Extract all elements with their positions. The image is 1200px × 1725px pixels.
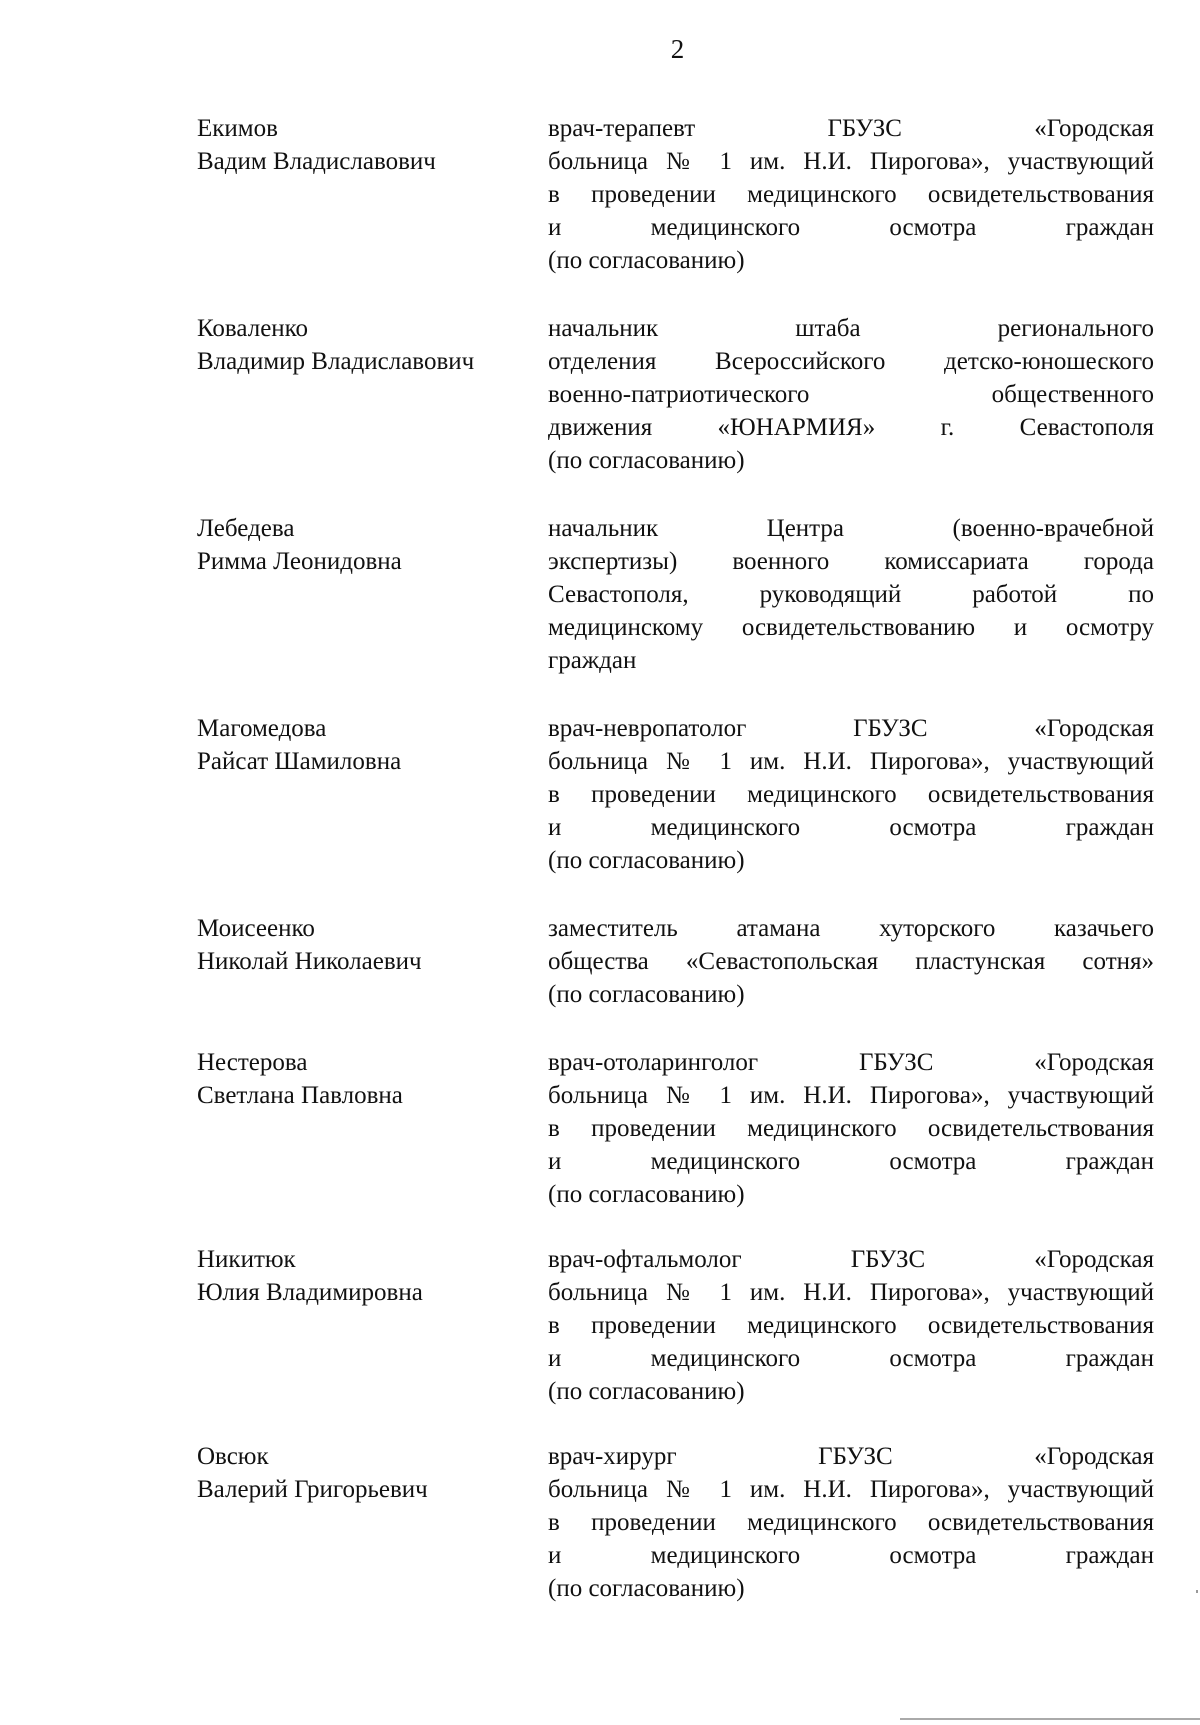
position-line: и медицинского осмотра граждан (548, 1542, 1154, 1569)
person-name (197, 512, 537, 578)
person-name (197, 912, 537, 978)
position-line: врач-терапевт ГБУЗС «Городская (548, 115, 1154, 142)
position-line: начальник штаба регионального (548, 315, 1154, 342)
given-names: Николай Николаевич (197, 948, 422, 975)
position-line: военно-патриотического общественного (548, 381, 1154, 408)
position-description (548, 912, 1154, 1011)
given-names: Вадим Владиславович (197, 148, 436, 175)
surname: Лебедева (197, 515, 295, 542)
position-line: врач-отоларинголог ГБУЗС «Городская (548, 1049, 1154, 1076)
surname: Нестерова (197, 1049, 308, 1076)
position-line: (по согласованию) (548, 447, 745, 474)
given-names: Владимир Владиславович (197, 348, 475, 375)
position-line: Севастополя, руководящий работой по (548, 581, 1154, 608)
position-description (548, 1046, 1154, 1211)
position-line: граждан (548, 647, 637, 674)
position-line: и медицинского осмотра граждан (548, 814, 1154, 841)
position-description (548, 1243, 1154, 1408)
position-line: и медицинского осмотра граждан (548, 1345, 1154, 1372)
given-names: Райсат Шамиловна (197, 748, 402, 775)
position-description (548, 712, 1154, 877)
position-line: движения «ЮНАРМИЯ» г. Севастополя (548, 414, 1154, 441)
person-name (197, 112, 537, 178)
person-name (197, 312, 537, 378)
position-line: (по согласованию) (548, 981, 745, 1008)
position-line: больница № 1 им. Н.И. Пирогова», участвующий (548, 1476, 1154, 1503)
position-line: (по согласованию) (548, 1378, 745, 1405)
position-line: медицинскому освидетельствованию и осмотру (548, 614, 1154, 641)
position-line: (по согласованию) (548, 1575, 745, 1602)
given-names: Юлия Владимировна (197, 1279, 423, 1306)
scan-artifact (1196, 1590, 1198, 1593)
given-names: Светлана Павловна (197, 1082, 403, 1109)
surname: Магомедова (197, 715, 327, 742)
position-line: начальник Центра (военно-врачебной (548, 515, 1154, 542)
position-line: в проведении медицинского освидетельствования (548, 1115, 1154, 1142)
surname: Екимов (197, 115, 278, 142)
position-line: больница № 1 им. Н.И. Пирогова», участвующий (548, 1082, 1154, 1109)
position-line: заместитель атамана хуторского казачьего (548, 915, 1154, 942)
person-name (197, 1440, 537, 1506)
position-line: (по согласованию) (548, 1181, 745, 1208)
position-line: общества «Севастопольская пластунская сотня» (548, 948, 1154, 975)
position-line: и медицинского осмотра граждан (548, 1148, 1154, 1175)
position-description (548, 312, 1154, 477)
position-line: в проведении медицинского освидетельствования (548, 1509, 1154, 1536)
person-name (197, 1046, 537, 1112)
position-line: (по согласованию) (548, 247, 745, 274)
position-line: в проведении медицинского освидетельствования (548, 781, 1154, 808)
position-line: отделения Всероссийского детско-юношеского (548, 348, 1154, 375)
given-names: Валерий Григорьевич (197, 1476, 428, 1503)
position-line: врач-офтальмолог ГБУЗС «Городская (548, 1246, 1154, 1273)
position-line: больница № 1 им. Н.И. Пирогова», участвующий (548, 1279, 1154, 1306)
page-number: 2 (670, 34, 685, 64)
position-description (548, 512, 1154, 677)
surname: Овсюк (197, 1443, 269, 1470)
given-names: Римма Леонидовна (197, 548, 402, 575)
position-line: в проведении медицинского освидетельствования (548, 1312, 1154, 1339)
surname: Коваленко (197, 315, 309, 342)
position-description (548, 1440, 1154, 1605)
position-line: врач-невропатолог ГБУЗС «Городская (548, 715, 1154, 742)
position-line: больница № 1 им. Н.И. Пирогова», участвующий (548, 748, 1154, 775)
position-line: врач-хирург ГБУЗС «Городская (548, 1443, 1154, 1470)
scan-artifact (900, 1718, 1200, 1720)
position-line: больница № 1 им. Н.И. Пирогова», участвующий (548, 148, 1154, 175)
position-line: (по согласованию) (548, 847, 745, 874)
surname: Моисеенко (197, 915, 315, 942)
position-line: в проведении медицинского освидетельствования (548, 181, 1154, 208)
position-description (548, 112, 1154, 277)
position-line: и медицинского осмотра граждан (548, 214, 1154, 241)
surname: Никитюк (197, 1246, 296, 1273)
person-name (197, 712, 537, 778)
position-line: экспертизы) военного комиссариата города (548, 548, 1154, 575)
person-name (197, 1243, 537, 1309)
